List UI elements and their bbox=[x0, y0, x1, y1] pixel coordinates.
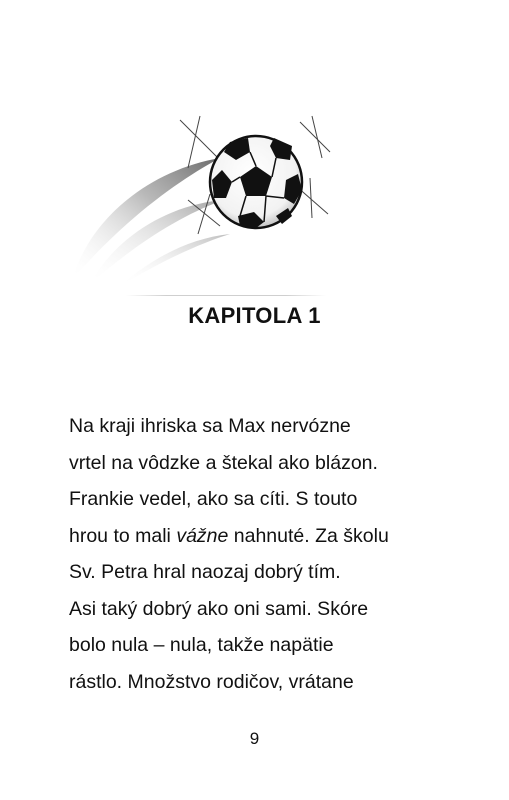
text-line-4: hrou to mali vážne nahnuté. Za školu bbox=[69, 524, 389, 547]
emphasis-text: vážne bbox=[176, 524, 229, 547]
text-line-5: Sv. Petra hral naozaj dobrý tím. bbox=[69, 561, 341, 583]
body-paragraph bbox=[69, 408, 449, 700]
text-line-7: bolo nula – nula, takže napätie bbox=[69, 634, 334, 656]
text-line-6: Asi taký dobrý ako oni sami. Skóre bbox=[69, 597, 369, 620]
divider-line bbox=[126, 295, 326, 296]
text-line-1: Na kraji ihriska sa Max nervózne bbox=[69, 415, 351, 437]
text-line-2: vrtel na vôdzke a štekal ako blázon. bbox=[69, 451, 378, 474]
text-line-3: Frankie vedel, ako sa cíti. S touto bbox=[69, 488, 358, 510]
page-number: 9 bbox=[249, 729, 260, 748]
text-line-8: rástlo. Množstvo rodičov, vrátane bbox=[69, 670, 354, 693]
soccer-ball-icon bbox=[60, 108, 340, 288]
chapter-title: KAPITOLA 1 bbox=[188, 303, 321, 328]
